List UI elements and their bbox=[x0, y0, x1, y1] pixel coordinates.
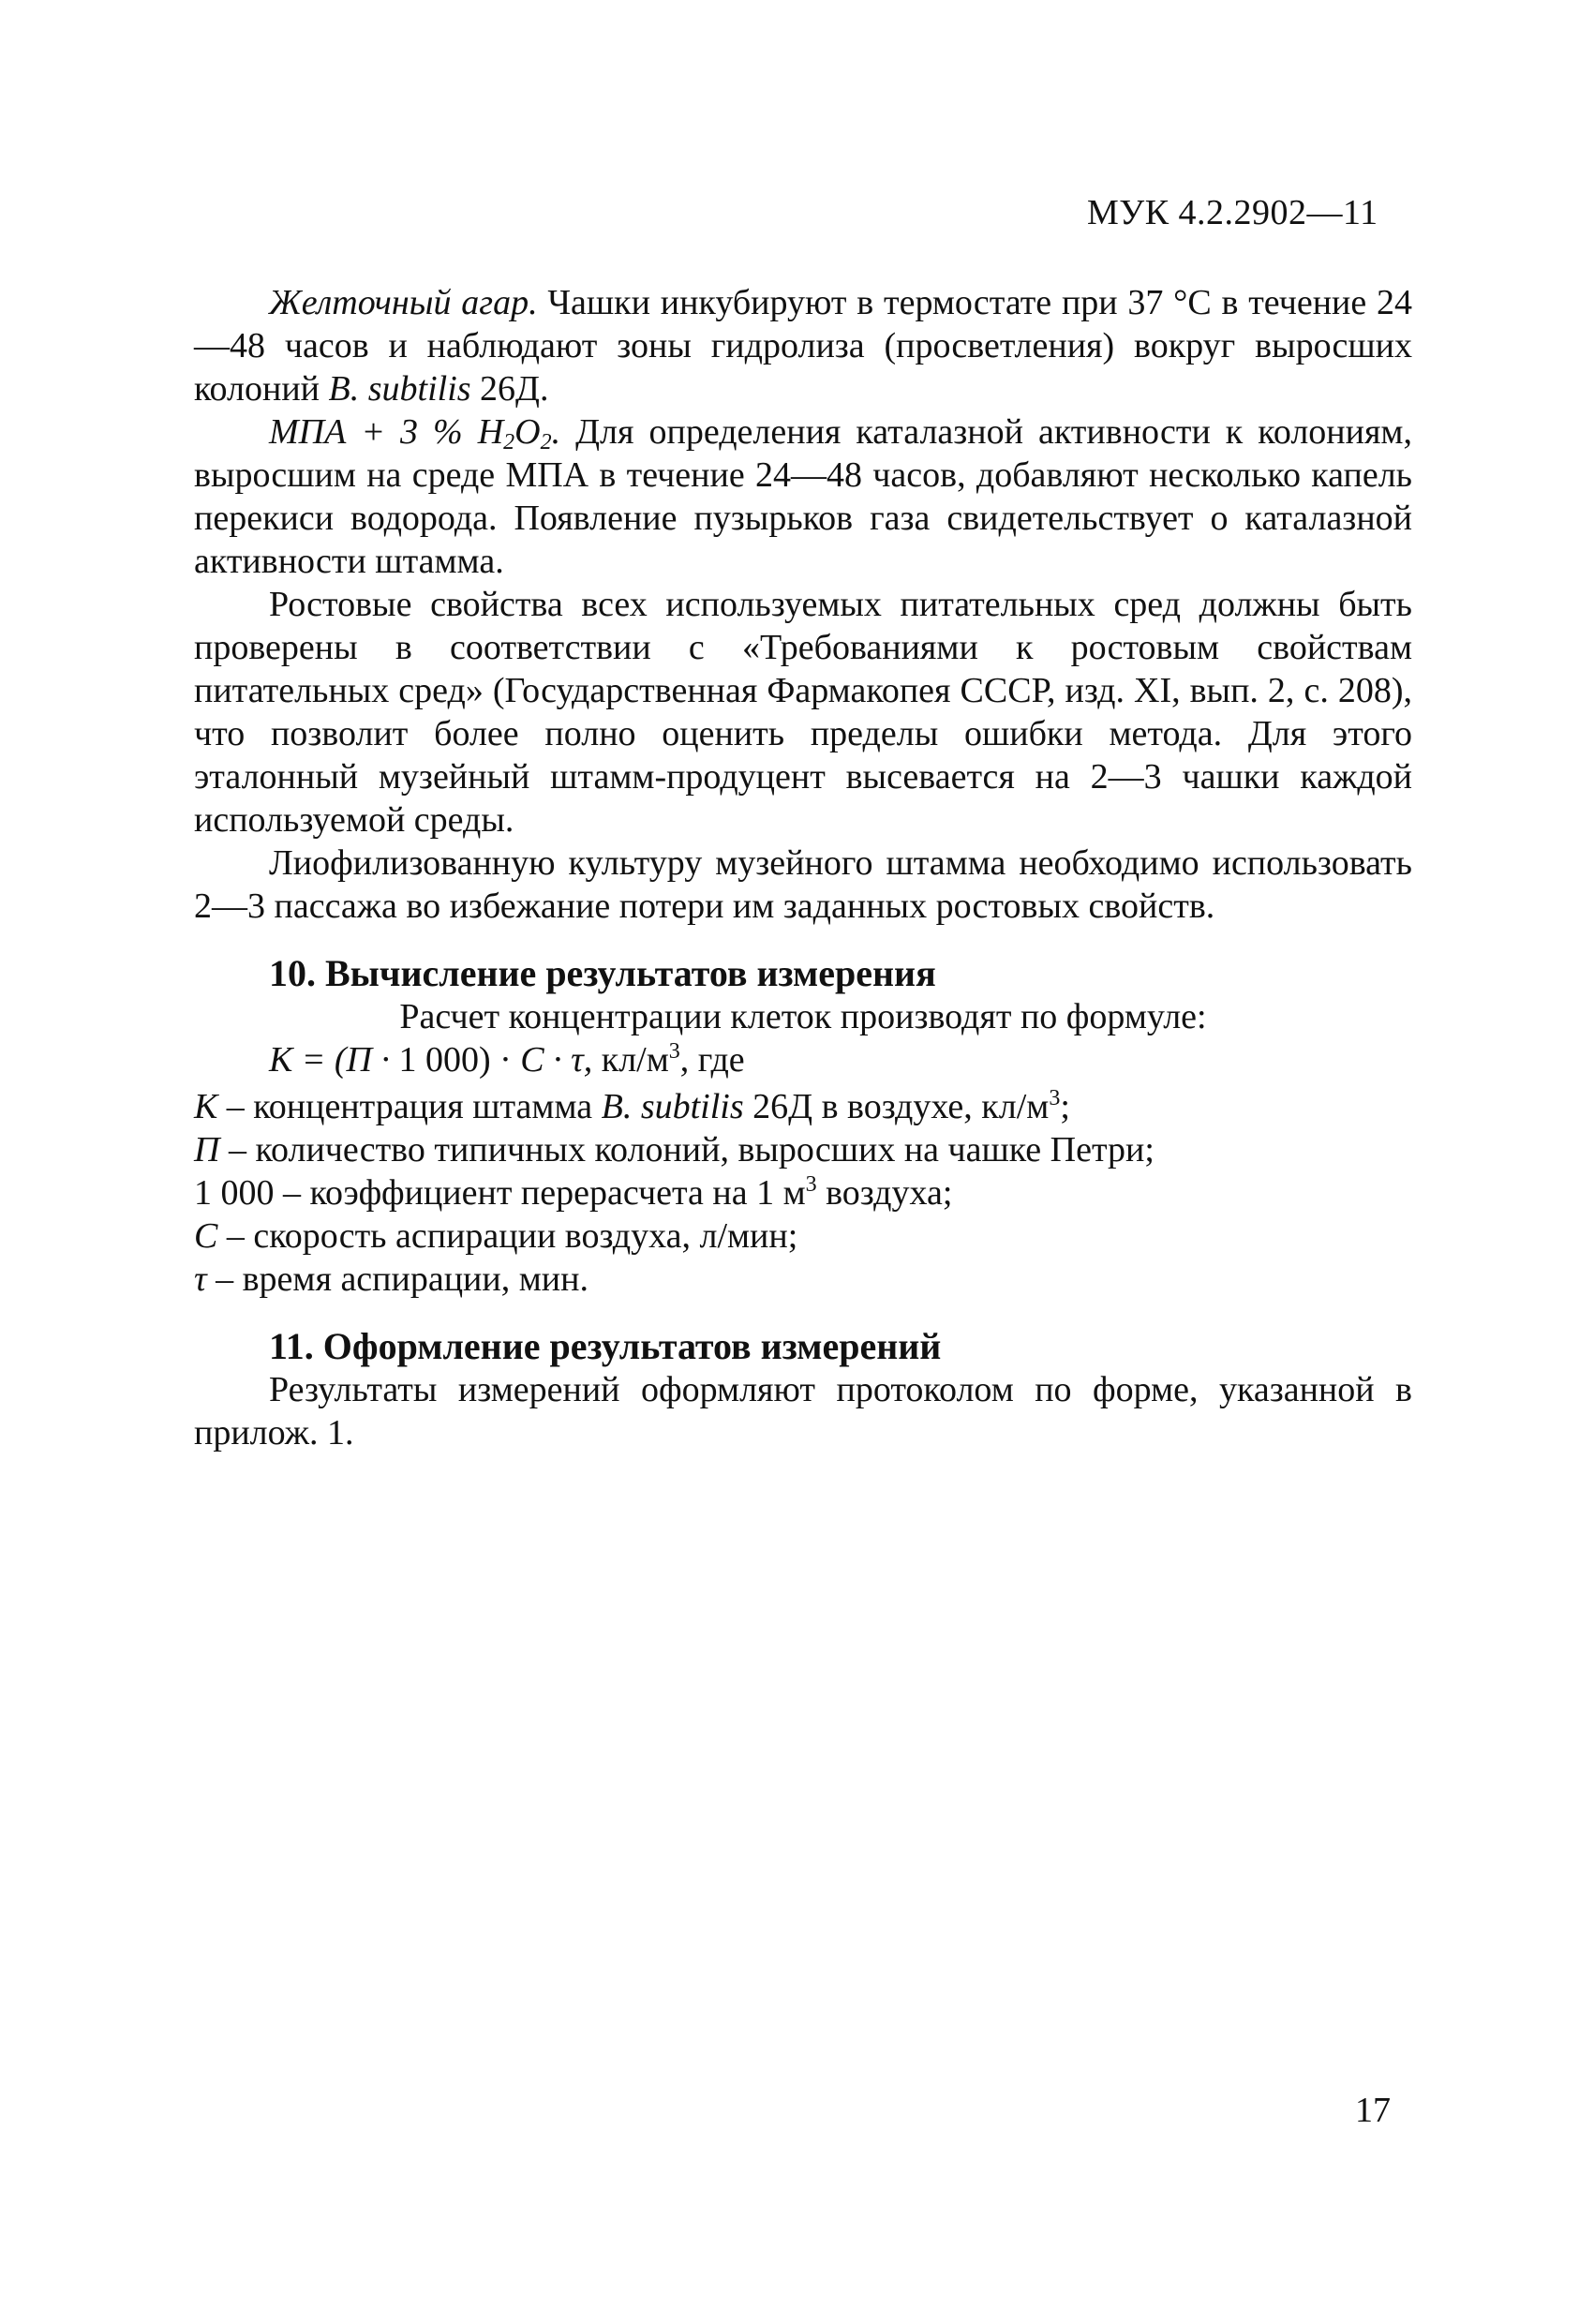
formula-end: , где bbox=[679, 1040, 745, 1080]
superscript: 3 bbox=[668, 1039, 680, 1064]
paragraph-catalase bbox=[194, 410, 1412, 583]
superscript: 3 bbox=[1049, 1086, 1061, 1110]
formula bbox=[194, 1038, 1412, 1081]
paragraph-lyophilized: Лиофилизованную культуру музейного штамма необходимо использовать 2—3 пассажа во избежание потери им заданных ростовых свойств. bbox=[194, 843, 1412, 926]
paragraph-lead bbox=[269, 412, 560, 452]
formula-part: 1 000) · bbox=[398, 1040, 521, 1080]
lead-part: МПА + 3 % H bbox=[269, 412, 504, 452]
formula-part: К = (П · bbox=[269, 1040, 399, 1080]
species-name: B. subtilis bbox=[601, 1087, 744, 1126]
formula-intro: Расчет концентрации клеток производят по формуле: bbox=[399, 997, 1207, 1036]
paragraph-text-end: 26Д. bbox=[470, 369, 549, 409]
definition-text: воздуха; bbox=[816, 1173, 953, 1213]
definition-text: – скорость аспирации воздуха, л/мин; bbox=[217, 1216, 798, 1256]
formula-unit: кл/м bbox=[592, 1040, 669, 1080]
definition-item bbox=[194, 1085, 1412, 1128]
definition-text: ; bbox=[1060, 1087, 1070, 1126]
paragraph-lead: Желточный агар. bbox=[269, 283, 538, 322]
document-body bbox=[194, 281, 1412, 1454]
definition-item bbox=[194, 1171, 1412, 1214]
definition-text: 26Д в воздухе, кл/м bbox=[743, 1087, 1050, 1126]
paragraph-text: Чашки инкубируют в термостате при 37 °С в течение 24—48 часов и наблюдают зоны гидролиза (просветления) вокруг выросших колоний bbox=[194, 283, 1413, 409]
superscript: 3 bbox=[805, 1172, 817, 1197]
definition-text: – количество типичных колоний, выросших на чашке Петри; bbox=[219, 1130, 1155, 1169]
page-number: 17 bbox=[1355, 2091, 1391, 2130]
definition-text: – концентрация штамма bbox=[217, 1087, 602, 1126]
definition-text: – время аспирации, мин. bbox=[206, 1259, 588, 1299]
definition-text: 1 000 – коэффициент перерасчета на 1 м bbox=[194, 1173, 806, 1213]
formula-part: С · τ, bbox=[520, 1040, 593, 1080]
symbol: С bbox=[194, 1216, 218, 1256]
subscript: 2 bbox=[503, 430, 515, 454]
formula-definitions bbox=[194, 1085, 1412, 1301]
section-11-heading: 11. Оформление результатов измерений bbox=[269, 1325, 942, 1367]
paragraph-yolk-agar bbox=[194, 281, 1412, 410]
section-10-heading: 10. Вычисление результатов измерения bbox=[269, 952, 936, 994]
species-name: B. subtilis bbox=[328, 369, 471, 409]
lead-part: O bbox=[514, 412, 541, 452]
document-code: МУК 4.2.2902—11 bbox=[1087, 193, 1378, 232]
symbol: К bbox=[194, 1087, 218, 1126]
definition-item bbox=[194, 1214, 1412, 1258]
definition-item bbox=[194, 1128, 1412, 1171]
lead-part: . bbox=[551, 412, 561, 452]
definition-item bbox=[194, 1258, 1412, 1301]
symbol: τ bbox=[194, 1259, 207, 1299]
paragraph-text: Для определения каталазной активности к колониям, выросшим на среде МПА в течение 24—48 часов, добавляют несколько капель перекиси водорода. Появление пузырьков газа свидетельствует о каталазной активности штамма. bbox=[194, 412, 1412, 581]
symbol: П bbox=[194, 1130, 220, 1169]
subscript: 2 bbox=[540, 430, 552, 454]
paragraph-results: Результаты измерений оформляют протоколом по форме, указанной в прилож. 1. bbox=[194, 1370, 1412, 1452]
paragraph-growth-properties: Ростовые свойства всех используемых питательных сред должны быть проверены в соответствии с «Требованиями к ростовым свойствам питательных сред» (Государственная Фармакопея СССР, изд. XI, вып. 2, с. 208), что позволит более полно оценить пределы ошибки метода. Для этого эталонный музейный штамм-продуцент высевается на 2—3 чашки каждой используемой среды. bbox=[194, 585, 1412, 840]
